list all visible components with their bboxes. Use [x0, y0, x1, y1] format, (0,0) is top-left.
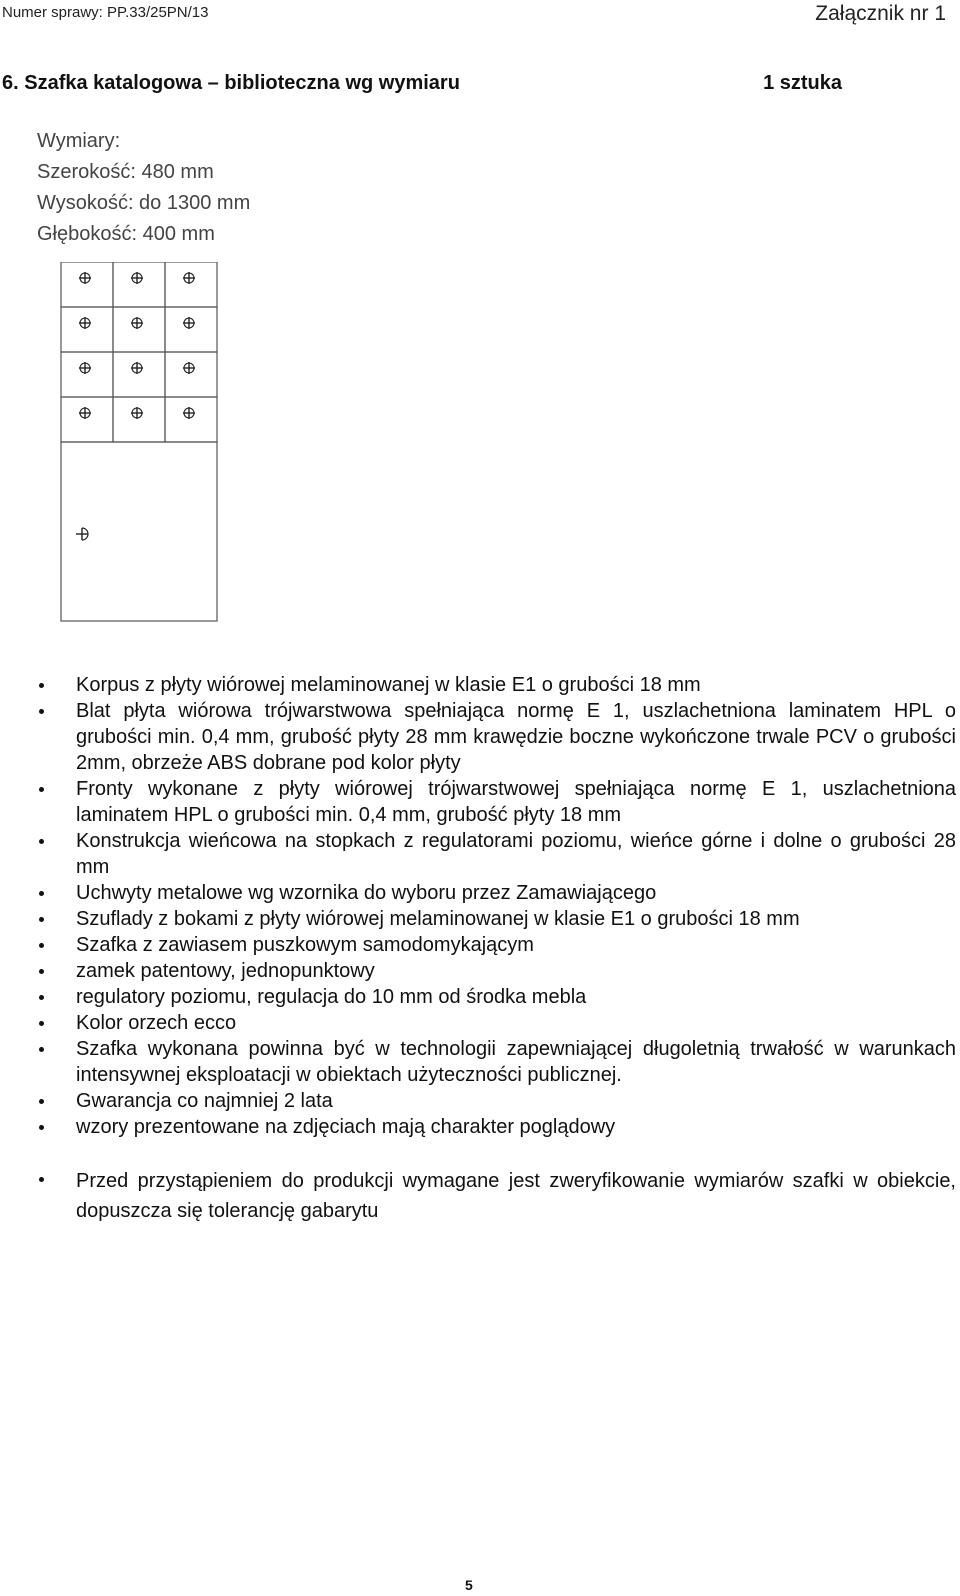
drawer-handle-icon	[131, 362, 143, 374]
section-quantity: 1 sztuka	[763, 72, 842, 94]
spec-item: Szuflady z bokami z płyty wiórowej melaminowanej w klasie E1 o grubości 18 mm	[38, 906, 956, 932]
drawer-handle-icon	[131, 317, 143, 329]
spec-item: Gwarancja co najmniej 2 lata	[38, 1088, 956, 1114]
drawer-front	[165, 307, 217, 352]
drawer-handle-icon	[131, 272, 143, 284]
spec-item: Kolor orzech ecco	[38, 1010, 956, 1036]
drawer-front	[61, 397, 113, 442]
dimension-depth: Głębokość: 400 mm	[37, 223, 215, 245]
drawer-front	[113, 262, 165, 307]
spec-item: wzory prezentowane na zdjęciach mają charakter poglądowy	[38, 1114, 956, 1140]
drawer-front	[61, 262, 113, 307]
spec-item: Uchwyty metalowe wg wzornika do wyboru przez Zamawiającego	[38, 880, 956, 906]
spec-item: Korpus z płyty wiórowej melaminowanej w klasie E1 o grubości 18 mm	[38, 672, 956, 698]
door-hinge-icon	[76, 528, 88, 540]
drawer-handle-icon	[79, 407, 91, 419]
attachment-label: Załącznik nr 1	[815, 2, 946, 25]
drawer-front	[61, 352, 113, 397]
drawer-front	[165, 397, 217, 442]
spec-item: Przed przystąpieniem do produkcji wymagane jest zweryfikowanie wymiarów szafki w obiekcie, dopuszcza się tolerancję gabarytu	[38, 1166, 956, 1226]
spec-item: Blat płyta wiórowa trójwarstwowa spełniająca normę E 1, uszlachetniona laminatem HPL o grubości min. 0,4 mm, grubość płyty 28 mm krawędzie boczne wykończone trwale PCV o grubości 2mm, obrzeże ABS dobrane pod kolor płyty	[38, 698, 956, 776]
spec-item: regulatory poziomu, regulacja do 10 mm od środka mebla	[38, 984, 956, 1010]
specs-list	[38, 672, 956, 1226]
spec-item: Szafka z zawiasem puszkowym samodomykającym	[38, 932, 956, 958]
drawer-handle-icon	[131, 407, 143, 419]
drawer-front	[113, 397, 165, 442]
drawer-handle-icon	[79, 317, 91, 329]
drawer-front	[61, 307, 113, 352]
drawer-handle-icon	[79, 272, 91, 284]
spec-item: zamek patentowy, jednopunktowy	[38, 958, 956, 984]
spec-item: Fronty wykonane z płyty wiórowej trójwarstwowej spełniająca normę E 1, uszlachetniona laminatem HPL o grubości min. 0,4 mm, grubość płyty 18 mm	[38, 776, 956, 828]
drawer-front	[165, 262, 217, 307]
drawer-handle-icon	[183, 317, 195, 329]
cabinet-drawing	[60, 262, 222, 624]
drawer-handle-icon	[183, 407, 195, 419]
case-number: Numer sprawy: PP.33/25PN/13	[2, 4, 209, 21]
page-number: 5	[465, 1577, 473, 1593]
drawer-front	[113, 352, 165, 397]
dimensions-block	[37, 126, 250, 250]
dimensions-heading: Wymiary:	[37, 130, 121, 152]
dimension-height: Wysokość: do 1300 mm	[37, 192, 251, 214]
spec-item: Konstrukcja wieńcowa na stopkach z regulatorami poziomu, wieńce górne i dolne o grubości 28 mm	[38, 828, 956, 880]
drawer-handle-icon	[183, 272, 195, 284]
dimension-width: Szerokość: 480 mm	[37, 161, 214, 183]
drawer-front	[165, 352, 217, 397]
drawer-handle-icon	[183, 362, 195, 374]
section-title: 6. Szafka katalogowa – biblioteczna wg wymiaru	[2, 72, 460, 94]
drawer-handle-icon	[79, 362, 91, 374]
spec-item: Szafka wykonana powinna być w technologii zapewniającej długoletnią trwałość w warunkach intensywnej eksploatacji w obiektach użyteczności publicznej.	[38, 1036, 956, 1088]
drawer-front	[113, 307, 165, 352]
drawer-grid	[61, 262, 217, 442]
cabinet-door	[61, 442, 217, 621]
